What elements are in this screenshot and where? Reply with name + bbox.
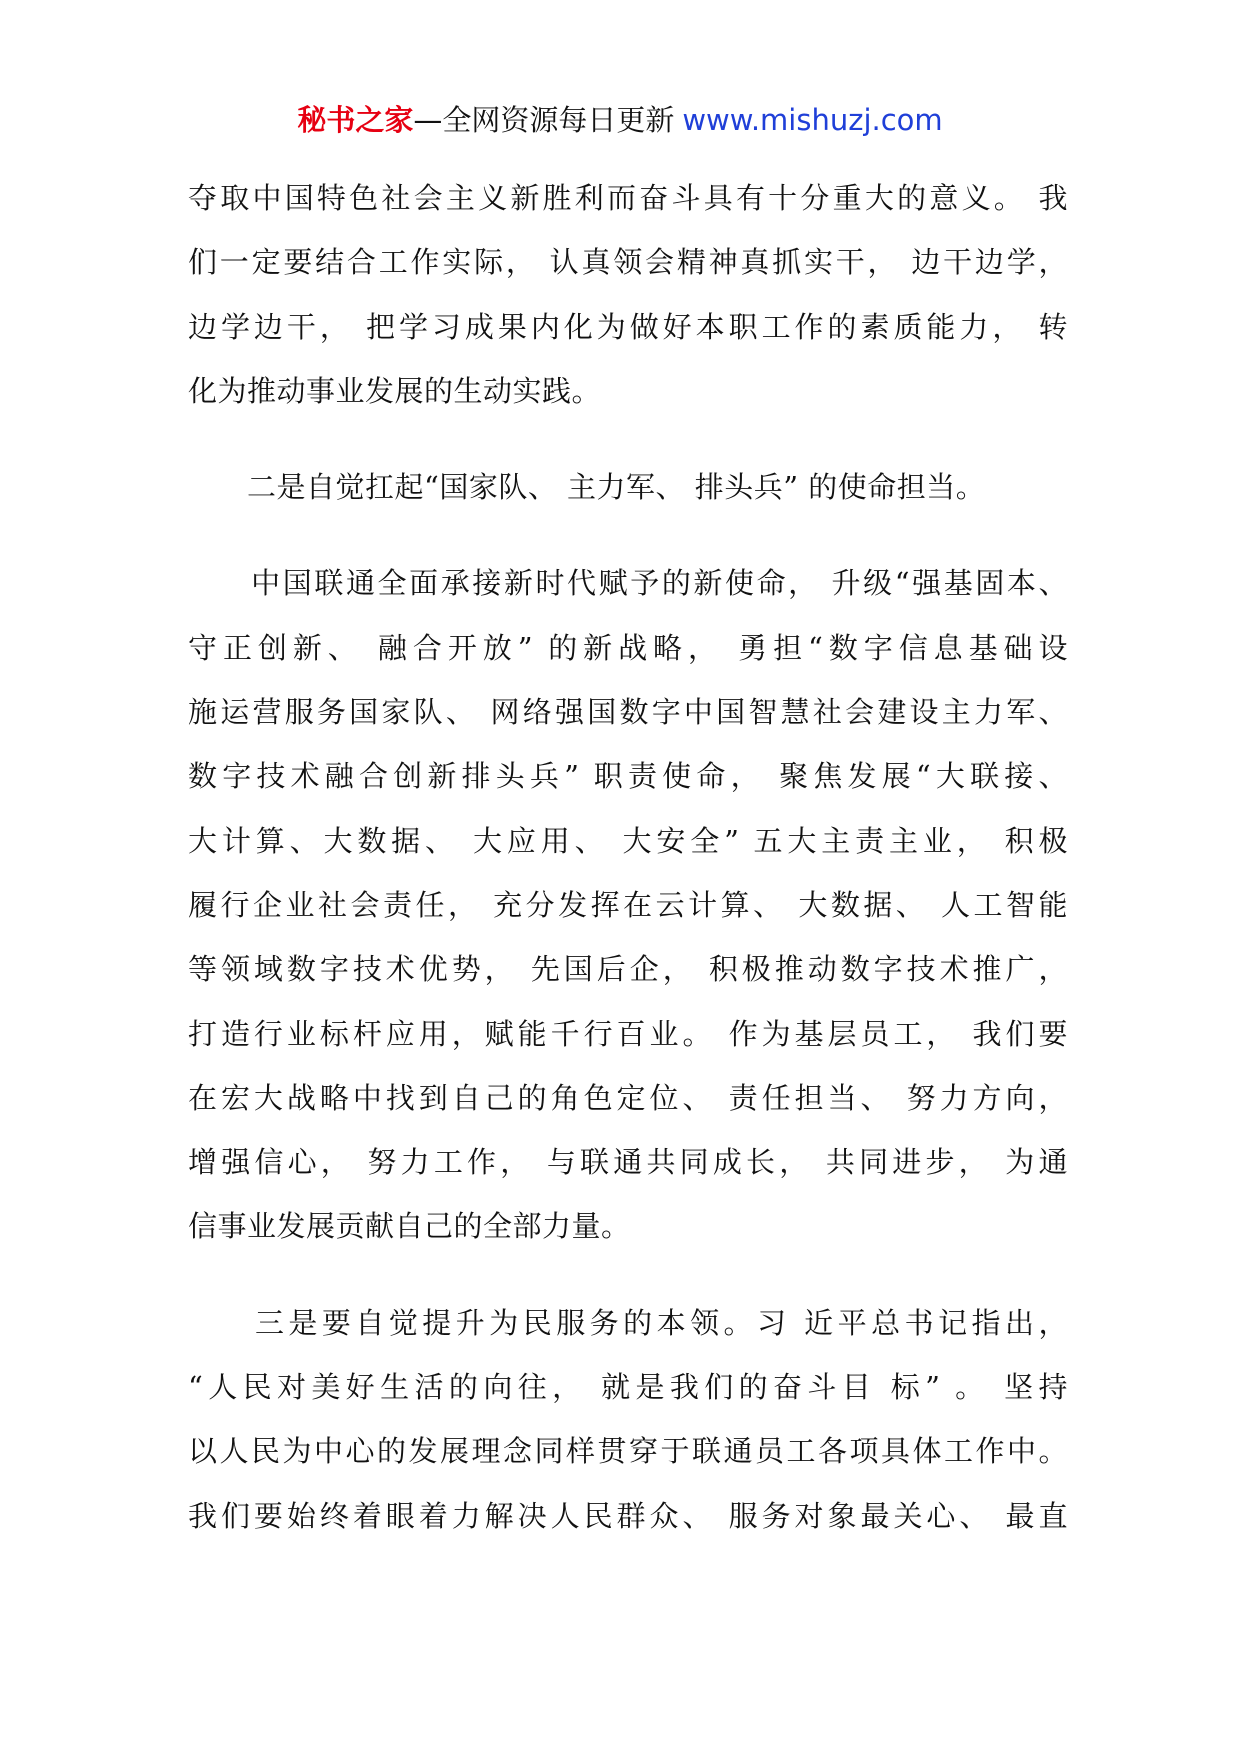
paragraph-gap	[188, 519, 1068, 551]
text-line: 信事业发展贡献自己的全部力量。	[188, 1209, 631, 1244]
text-line: 我们要始终着眼着力解决人民群众、 服务对象最关心、 最直	[188, 1498, 1068, 1533]
text-line: 以人民为中心的发展理念同样贯穿于联通员工各项具体工作中。	[188, 1434, 1068, 1469]
page-header	[0, 100, 1240, 140]
text-line: “人民对美好生活的向往， 就是我们的奋斗目 标” 。 坚持	[188, 1370, 1068, 1405]
header-url-link[interactable]: www.mishuzj.com	[682, 103, 943, 137]
text-line: 施运营服务国家队、 网络强国数字中国智慧社会建设主力军、	[188, 695, 1068, 730]
paragraph-heading: 二是自觉扛起“国家队、 主力军、 排头兵” 的使命担当。	[188, 470, 986, 505]
text-line: 中国联通全面承接新时代赋予的新使命， 升级“强基固本、	[188, 566, 1068, 601]
text-line: 夺取中国特色社会主义新胜利而奋斗具有十分重大的意义。 我	[188, 181, 1068, 215]
paragraph-gap	[188, 423, 1068, 455]
text-line: 等领域数字技术优势， 先国后企， 积极推动数字技术推广，	[188, 952, 1068, 987]
paragraph-gap	[188, 1259, 1068, 1291]
text-line: 履行企业社会责任， 充分发挥在云计算、 大数据、 人工智能	[188, 887, 1068, 922]
text-line: 们一定要结合工作实际， 认真领会精神真抓实干， 边干边学，	[188, 245, 1068, 280]
brand-name: 秘书之家	[297, 103, 414, 137]
text-line: 大计算、大数据、 大应用、 大安全” 五大主责主业， 积极	[188, 823, 1068, 858]
text-line: 化为推动事业发展的生动实践。	[188, 373, 602, 408]
text-line: 守正创新、 融合开放” 的新战略， 勇担“数字信息基础设	[188, 630, 1068, 665]
text-line: 增强信心， 努力工作， 与联通共同成长， 共同进步， 为通	[188, 1145, 1068, 1180]
document-body	[188, 166, 1068, 1548]
text-line: 边学边干， 把学习成果内化为做好本职工作的素质能力， 转	[188, 309, 1068, 344]
text-line: 在宏大战略中找到自己的角色定位、 责任担当、 努力方向，	[188, 1080, 1068, 1115]
text-line: 打造行业标杆应用，赋能千行百业。 作为基层员工， 我们要	[188, 1016, 1068, 1051]
text-line: 三是要自觉提升为民服务的本领。习 近平总书记指出，	[188, 1305, 1068, 1340]
text-line: 数字技术融合创新排头兵” 职责使命， 聚焦发展“大联接、	[188, 759, 1068, 794]
header-slogan: —全网资源每日更新	[413, 103, 675, 137]
